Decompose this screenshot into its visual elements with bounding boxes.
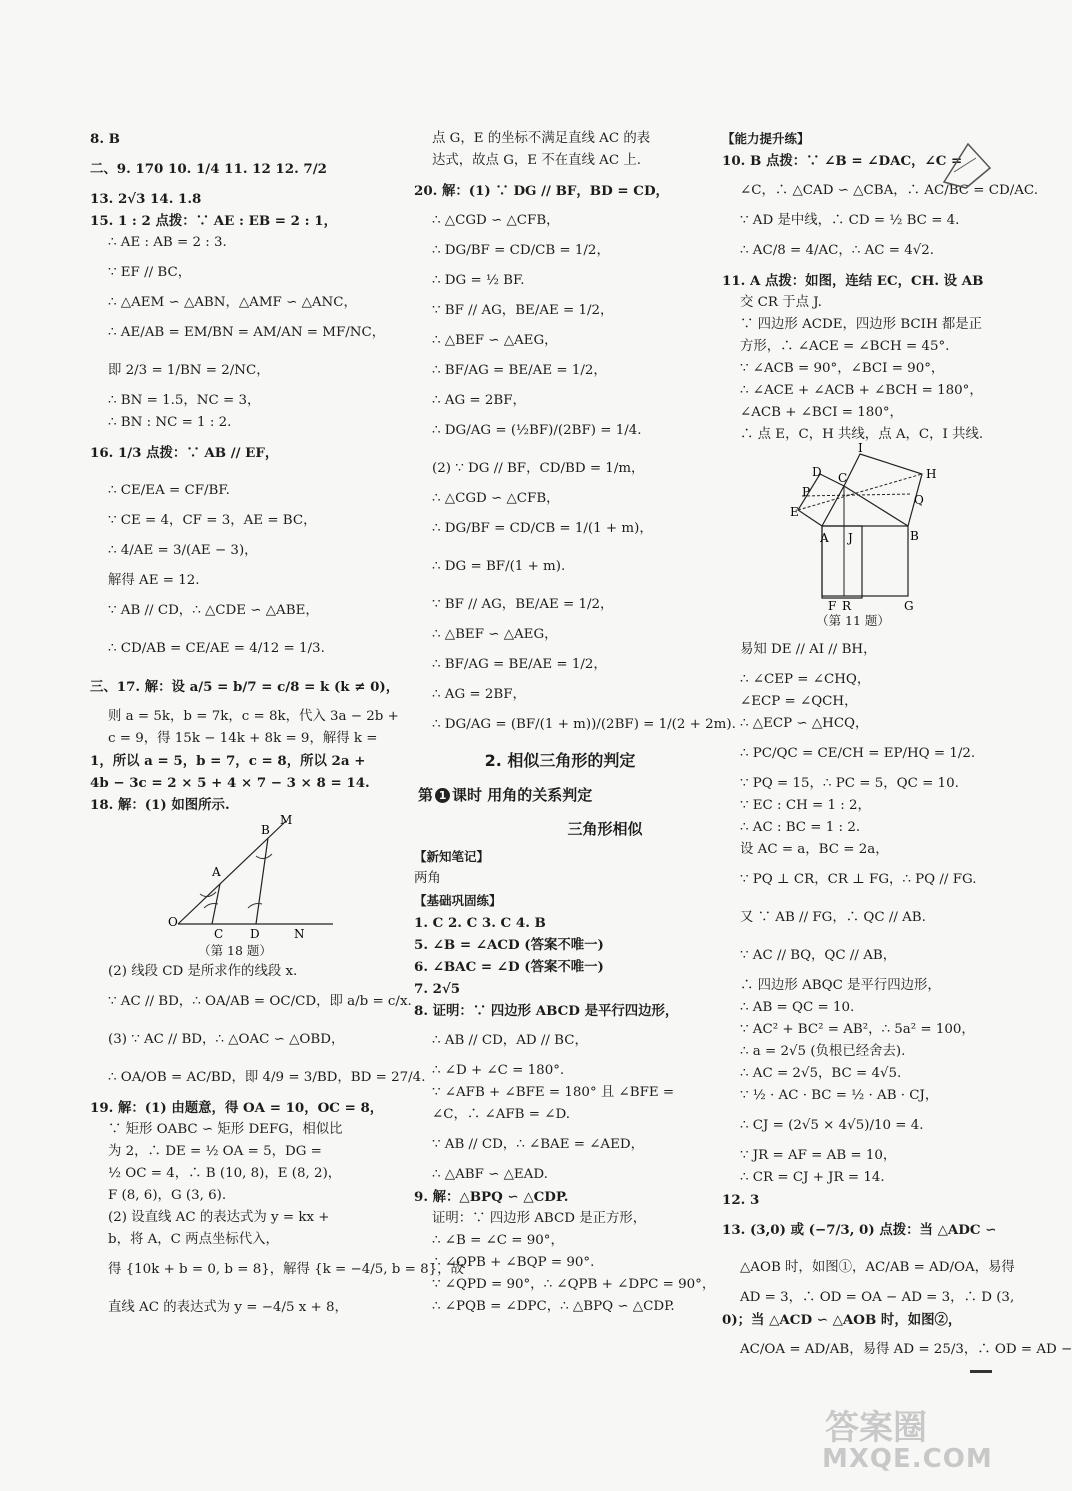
text-line: ∴ 点 E，C，H 共线，点 A，C，I 共线. xyxy=(740,427,984,442)
fig11-label: A xyxy=(820,531,829,545)
text-line: ∵ ∠QPD = 90°，∴ ∠QPB + ∠DPC = 90°， xyxy=(432,1277,716,1292)
fig11-label: C xyxy=(838,471,848,485)
text-line: ∴ △ECP ∽ △HCQ， xyxy=(740,716,869,731)
text-line: 解得 AE = 12. xyxy=(108,573,200,588)
text-line: 交 CR 于点 J. xyxy=(740,295,822,310)
fig11-label: R xyxy=(842,599,852,613)
text-line: ∵ AC // BQ，QC // AB， xyxy=(740,948,897,963)
text-line: 7. 2√5 xyxy=(414,981,461,997)
text-line: ∴ CR = CJ + JR = 14. xyxy=(740,1170,885,1185)
text-line: ∴ ∠CEP = ∠CHQ， xyxy=(740,672,871,687)
text-line: ∵ PQ = 15，∴ PC = 5，QC = 10. xyxy=(740,776,959,791)
text-line: ∴ DG/BF = CD/CB = 1/(1 + m)， xyxy=(432,521,653,536)
text-line: 15. 1 : 2 点拨：∵ AE : EB = 2 : 1， xyxy=(90,213,337,229)
text-line: ∴ CE/EA = CF/BF. xyxy=(108,483,230,498)
text-line: 18. 解：(1) 如图所示. xyxy=(90,797,230,813)
text-line: ∴ DG = BF/(1 + m). xyxy=(432,559,566,574)
text-line: ∴ PC/QC = CE/CH = EP/HQ = 1/2. xyxy=(740,746,976,761)
answer-block-middle-top xyxy=(414,128,736,744)
answer-block-left-top xyxy=(90,128,400,816)
text-line: 即 2/3 = 1/BN = 2/NC， xyxy=(108,363,270,378)
text-line: ∴ AB = QC = 10. xyxy=(740,1000,855,1015)
fig11-label: Q xyxy=(914,493,924,507)
text-line: ∴ △ABF ∽ △EAD. xyxy=(432,1167,548,1182)
text-line: ∵ BF // AG，BE/AE = 1/2， xyxy=(432,303,614,318)
text-line: ∵ AC² + BC² = AB²，∴ 5a² = 100， xyxy=(740,1022,975,1037)
text-line: AD = 3，∴ OD = OA − AD = 3，∴ D (3, xyxy=(740,1290,1015,1305)
text-line: ∴ ∠QPB + ∠BQP = 90°. xyxy=(432,1255,595,1270)
fig11-label: D xyxy=(812,465,822,479)
text-line: b，将 A，C 两点坐标代入， xyxy=(108,1232,279,1247)
fig11-label: E xyxy=(790,505,799,519)
corner-stamp-icon xyxy=(938,138,994,190)
text-line: 达式，故点 G，E 不在直线 AC 上. xyxy=(432,153,641,168)
text-line: ∵ ∠ACB = 90°，∠BCI = 90°， xyxy=(740,361,945,376)
text-line: F (8, 6)，G (3, 6). xyxy=(108,1188,227,1203)
text-line: ∵ BF // AG，BE/AE = 1/2， xyxy=(432,597,614,612)
text-line: 易知 DE // AI // BH， xyxy=(740,642,877,657)
text-line: △AOB 时，如图①，AC/AB = AD/OA，易得 xyxy=(740,1260,1015,1275)
text-line: ∴ AE/AB = EM/BN = AM/AN = MF/NC， xyxy=(108,325,386,340)
figure-11 xyxy=(722,441,984,631)
text-line: ∴ AE : AB = 2 : 3. xyxy=(108,235,227,250)
tag-ability-practice: 【能力提升练】 xyxy=(722,131,810,146)
text-line: ∴ BN = 1.5，NC = 3， xyxy=(108,393,261,408)
text-line: ∵ AC // BD，∴ OA/AB = OC/CD，即 a/b = c/x. xyxy=(108,994,412,1009)
text-line: 11. A 点拨：如图，连结 EC，CH. 设 AB xyxy=(722,273,984,289)
text-line: ∴ ∠B = ∠C = 90°， xyxy=(432,1233,564,1248)
text-line: 4b − 3c = 2 × 5 + 4 × 7 − 3 × 8 = 14. xyxy=(90,775,370,791)
text-line: ∵ PQ ⊥ CR，CR ⊥ FG，∴ PQ // FG. xyxy=(740,872,977,887)
text-line: 10. B 点拨：∵ ∠B = ∠DAC，∠C = xyxy=(722,153,963,169)
text-line: ∴ ∠D + ∠C = 180°. xyxy=(432,1063,565,1078)
text-line: ∠C，∴ △CAD ∽ △CBA，∴ AC/BC = CD/AC. xyxy=(740,183,1038,198)
fig11-label: G xyxy=(904,599,914,613)
section-title: 2. 相似三角形的判定 xyxy=(484,751,636,770)
tag-new-notes: 【新知笔记】 xyxy=(414,849,490,864)
text-line: (2) ∵ DG // BF，CD/BD = 1/m， xyxy=(432,461,645,476)
fig18-label: D xyxy=(250,927,260,941)
text-line: ∴ CD/AB = CE/AE = 4/12 = 1/3. xyxy=(108,641,325,656)
lesson-number-badge: 1 xyxy=(435,788,450,803)
text-line: ∴ DG/AG = (½BF)/(2BF) = 1/4. xyxy=(432,423,642,438)
text-line: ∴ △AEM ∽ △ABN，△AMF ∽ △ANC， xyxy=(108,295,357,310)
text-line: 5. ∠B = ∠ACD (答案不唯一) xyxy=(414,937,604,953)
tag-basic-practice: 【基础巩固练】 xyxy=(414,893,502,908)
text-line: ∠ACB + ∠BCI = 180°， xyxy=(740,405,903,420)
fig18-label: M xyxy=(280,813,293,827)
text-line: 点 G，E 的坐标不满足直线 AC 的表 xyxy=(432,131,651,146)
text-line: ∴ CJ = (2√5 × 4√5)/10 = 4. xyxy=(740,1118,924,1133)
text-line: 设 AC = a，BC = 2a， xyxy=(740,842,889,857)
text-line: ∴ BF/AG = BE/AE = 1/2， xyxy=(432,363,607,378)
text-line: c = 9，得 15k − 14k + 8k = 9，解得 k = xyxy=(108,731,378,746)
fig18-label: C xyxy=(214,927,224,941)
text-line: 13. 2√3 14. 1.8 xyxy=(90,191,202,207)
text-line: 1. C 2. C 3. C 4. B xyxy=(414,915,546,931)
text-line: ∴ AC/8 = 4/AC，∴ AC = 4√2. xyxy=(740,243,935,258)
text-line: 9. 解：△BPQ ∽ △CDP. xyxy=(414,1189,569,1205)
fig11-caption: （第 11 题） xyxy=(816,613,890,628)
lesson-title xyxy=(414,778,706,812)
text-line: ∴ DG/AG = (BF/(1 + m))/(2BF) = 1/(2 + 2m). xyxy=(432,717,736,732)
text-line: ∵ 四边形 ACDE，四边形 BCIH 都是正 xyxy=(740,317,983,332)
text-line: ∴ AG = 2BF， xyxy=(432,393,526,408)
answer-block-middle-bottom xyxy=(414,912,716,1318)
lesson-title-line1: 课时 用角的关系判定 xyxy=(452,786,593,804)
text-line: 又 ∵ AB // FG，∴ QC // AB. xyxy=(740,910,926,925)
text-line: ∴ △CGD ∽ △CFB， xyxy=(432,213,560,228)
text-line: ∴ BN : NC = 1 : 2. xyxy=(108,415,232,430)
fig11-label: B xyxy=(910,529,919,543)
text-line: 二、9. 170 10. 1/4 11. 12 12. 7/2 xyxy=(90,161,327,177)
text-line: 6. ∠BAC = ∠D (答案不唯一) xyxy=(414,959,604,975)
text-line: ∴ BF/AG = BE/AE = 1/2， xyxy=(432,657,607,672)
text-line: 方形，∴ ∠ACE = ∠BCH = 45°. xyxy=(740,339,950,354)
text-line: (3) ∵ AC // BD，∴ △OAC ∽ △OBD， xyxy=(108,1032,345,1047)
text-line: ∵ ∠AFB + ∠BFE = 180° 且 ∠BFE = xyxy=(432,1085,675,1100)
text-line: ∴ 四边形 ABQC 是平行四边形， xyxy=(740,978,941,993)
text-line: ∵ JR = AF = AB = 10， xyxy=(740,1148,897,1163)
text-line: 8. B xyxy=(90,131,120,147)
notes-text: 两角 xyxy=(414,871,441,886)
text-line: ∵ EC : CH = 1 : 2， xyxy=(740,798,871,813)
text-line: ∵ ½ · AC · BC = ½ · AB · CJ， xyxy=(740,1088,939,1103)
text-line: ∴ ∠PQB = ∠DPC，∴ △BPQ ∽ △CDP. xyxy=(432,1299,675,1314)
text-line: ∵ AB // CD，∴ △CDE ∽ △ABE， xyxy=(108,603,319,618)
column-right xyxy=(722,128,1072,1369)
fig11-label: I xyxy=(858,441,863,455)
text-line: 得 {10k + b = 0, b = 8}，解得 {k = −4/5, b = 8}，故 xyxy=(108,1262,464,1277)
text-line: 直线 AC 的表达式为 y = −4/5 x + 8， xyxy=(108,1300,348,1315)
text-line: ∴ OA/OB = AC/BD，即 4/9 = 3/BD，BD = 27/4. xyxy=(108,1070,426,1085)
watermark-site: MXQE.COM xyxy=(822,1444,993,1474)
lesson-title-line2: 三角形相似 xyxy=(567,820,643,838)
text-line: ∴ ∠ACE + ∠ACB + ∠BCH = 180°， xyxy=(740,383,983,398)
text-line: ∵ AB // CD，∴ ∠BAE = ∠AED， xyxy=(432,1137,645,1152)
text-line: ½ OC = 4，∴ B (10, 8)，E (8, 2)， xyxy=(108,1166,342,1181)
text-line: 为 2，∴ DE = ½ OA = 5，DG = xyxy=(108,1144,322,1159)
text-line: ∴ DG/BF = CD/CB = 1/2， xyxy=(432,243,610,258)
fig18-label: A xyxy=(212,865,221,879)
text-line: (2) 线段 CD 是所求作的线段 x. xyxy=(108,964,298,979)
text-line: ∴ △BEF ∽ △AEG， xyxy=(432,627,558,642)
text-line: 16. 1/3 点拨：∵ AB // EF， xyxy=(90,445,279,461)
figure-18 xyxy=(90,813,380,961)
text-line: ∴ AG = 2BF， xyxy=(432,687,526,702)
fig18-label: B xyxy=(261,823,270,837)
fig18-caption: （第 18 题） xyxy=(198,943,272,958)
text-line: ∵ EF // BC， xyxy=(108,265,192,280)
watermark-brand: 答案圈 xyxy=(825,1408,927,1448)
text-line: ∠C，∴ ∠AFB = ∠D. xyxy=(432,1107,570,1122)
text-line: ∴ 4/AE = 3/(AE − 3)， xyxy=(108,543,258,558)
text-line: ∵ 矩形 OABC ∽ 矩形 DEFG，相似比 xyxy=(108,1122,343,1137)
text-line: 三、17. 解：设 a/5 = b/7 = c/8 = k (k ≠ 0)， xyxy=(90,679,400,695)
text-line: ∴ DG = ½ BF. xyxy=(432,273,525,288)
text-line: ∵ CE = 4，CF = 3，AE = BC， xyxy=(108,513,317,528)
text-line: ∴ AC = 2√5，BC = 4√5. xyxy=(740,1066,902,1081)
text-line: 8. 证明：∵ 四边形 ABCD 是平行四边形， xyxy=(414,1003,679,1019)
text-line: AC/OA = AD/AB，易得 AD = 25/3，∴ OD = AD − xyxy=(740,1342,1072,1357)
text-line: ∴ △BEF ∽ △AEG， xyxy=(432,333,558,348)
text-line: 20. 解：(1) ∵ DG // BF，BD = CD， xyxy=(414,183,669,199)
text-line: ∴ a = 2√5 (负根已经舍去). xyxy=(740,1044,906,1059)
text-line: ∴ AC : BC = 1 : 2. xyxy=(740,820,861,835)
text-line: ∴ △CGD ∽ △CFB， xyxy=(432,491,560,506)
text-line: ∵ AD 是中线，∴ CD = ½ BC = 4. xyxy=(740,213,960,228)
fig11-label: J xyxy=(848,531,853,545)
fig11-label: H xyxy=(926,467,937,481)
text-line: 证明：∵ 四边形 ABCD 是正方形， xyxy=(432,1211,647,1226)
fig11-label: P xyxy=(802,485,811,499)
page-marker xyxy=(970,1370,992,1373)
answer-block-right-bottom xyxy=(722,631,1072,1369)
fig18-label: O xyxy=(168,915,178,929)
text-line: 13. (3,0) 或 (−7/3, 0) 点拨：当 △ADC ∽ xyxy=(722,1222,997,1238)
fig11-label: F xyxy=(828,599,837,613)
fig11-drawing xyxy=(772,441,942,613)
lesson-prefix: 第 xyxy=(418,786,434,804)
text-line: ∴ AB // CD，AD // BC， xyxy=(432,1033,588,1048)
text-line: 则 a = 5k，b = 7k，c = 8k，代入 3a − 2b + xyxy=(108,709,399,724)
text-line: (2) 设直线 AC 的表达式为 y = kx + xyxy=(108,1210,330,1225)
text-line: 12. 3 xyxy=(722,1192,760,1208)
fig18-drawing xyxy=(168,813,338,941)
text-line: ∠ECP = ∠QCH， xyxy=(740,694,858,709)
fig18-label: N xyxy=(294,927,305,941)
text-line: 0)；当 △ACD ∽ △AOB 时，如图②， xyxy=(722,1312,962,1328)
text-line: 1，所以 a = 5，b = 7，c = 8，所以 2a + xyxy=(90,753,366,769)
answer-block-right-top xyxy=(722,150,1038,446)
column-middle xyxy=(414,128,736,1318)
text-line: 19. 解：(1) 由题意，得 OA = 10，OC = 8， xyxy=(90,1100,384,1116)
